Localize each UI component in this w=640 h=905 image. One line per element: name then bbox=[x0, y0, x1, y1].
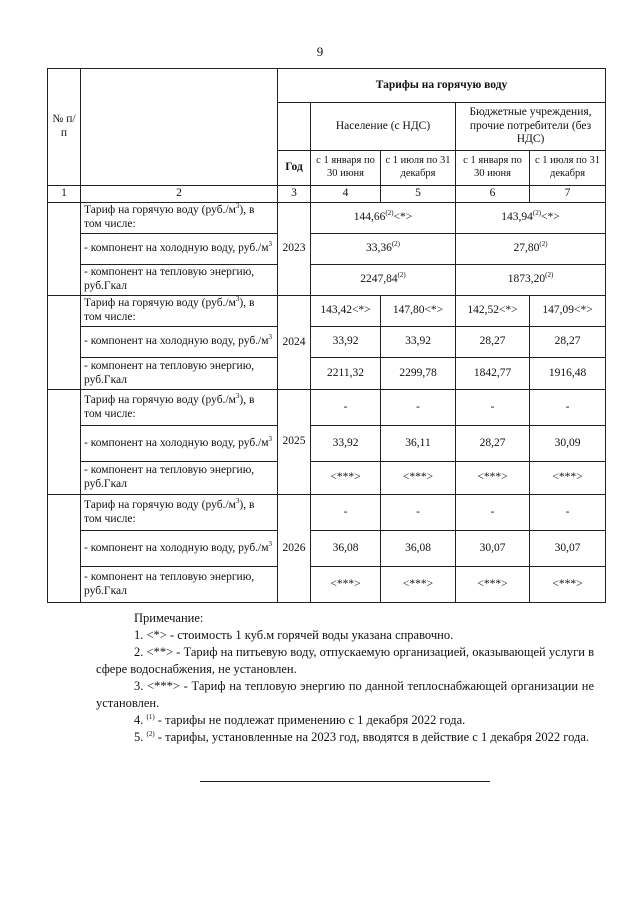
table-cell: 28,27 bbox=[456, 426, 530, 462]
table-cell: 2299,78 bbox=[381, 358, 456, 390]
note-2: 2. <**> - Тариф на питьевую воду, отпускаемую организацией, оказывающей услуги в сфере водоснабжения, не установлен. bbox=[96, 645, 594, 676]
table-cell: $144,66^{(2)}<*>$ bbox=[311, 203, 456, 234]
row-num-blank bbox=[48, 296, 81, 390]
table-cell: <***> bbox=[456, 567, 530, 603]
header-period-2: с 1 июля по 31 декабря bbox=[381, 151, 456, 186]
table-cell: 33,36$^{(2)}$ bbox=[311, 234, 456, 265]
header-period-1: с 1 января по 30 июня bbox=[311, 151, 381, 186]
note-3: 3. <***> - Тариф на тепловую энергию по данной теплоснабжающей организации не установлен. bbox=[96, 679, 594, 710]
table-cell: 147,09<*> bbox=[530, 296, 606, 327]
header-num: № п/п bbox=[48, 69, 81, 186]
row-num-blank bbox=[48, 390, 81, 495]
col-num-2: 2 bbox=[81, 186, 278, 203]
header-budget: Бюджетные учреждения, прочие потребители (без НДС) bbox=[456, 103, 606, 151]
table-cell: 27,80$^{(2)}$ bbox=[456, 234, 606, 265]
row-label-heat: - компонент на тепловую энергию, руб.Гкал bbox=[81, 265, 278, 296]
row-label-cold: - компонент на холодную воду, $руб./м^3$ bbox=[81, 234, 278, 265]
col-num-6: 6 bbox=[456, 186, 530, 203]
year-cell: 2024 bbox=[278, 296, 311, 390]
row-label-cold: - компонент на холодную воду, $руб./м^3$ bbox=[81, 531, 278, 567]
table-cell: - bbox=[381, 390, 456, 426]
table-cell: 142,52<*> bbox=[456, 296, 530, 327]
table-cell: <***> bbox=[456, 462, 530, 495]
table-cell: - bbox=[456, 495, 530, 531]
table-cell: <***> bbox=[311, 462, 381, 495]
notes-section bbox=[96, 610, 594, 746]
table-cell: - bbox=[530, 390, 606, 426]
table-cell: <***> bbox=[311, 567, 381, 603]
table-cell: <***> bbox=[381, 462, 456, 495]
row-label-heat: - компонент на тепловую энергию, руб.Гкал bbox=[81, 358, 278, 390]
col-num-4: 4 bbox=[311, 186, 381, 203]
notes-title: Примечание: bbox=[134, 611, 204, 625]
col-num-5: 5 bbox=[381, 186, 456, 203]
col-num-3: 3 bbox=[278, 186, 311, 203]
tariff-table bbox=[47, 68, 606, 603]
col-num-7: 7 bbox=[530, 186, 606, 203]
table-cell: 147,80<*> bbox=[381, 296, 456, 327]
row-num-blank bbox=[48, 203, 81, 296]
header-population: Население (с НДС) bbox=[311, 103, 456, 151]
row-label-tariff: Тариф на горячую воду $(руб./м^3)$, в том числе: bbox=[81, 390, 278, 426]
row-label-tariff: Тариф на горячую воду $(руб./м^3)$, в том числе: bbox=[81, 296, 278, 327]
table-cell: 1916,48 bbox=[530, 358, 606, 390]
row-label-cold: - компонент на холодную воду, $руб./м^3$ bbox=[81, 426, 278, 462]
table-cell: 36,11 bbox=[381, 426, 456, 462]
table-cell: 1873,20$^{(2)}$ bbox=[456, 265, 606, 296]
year-cell: 2026 bbox=[278, 495, 311, 603]
bottom-divider bbox=[200, 781, 490, 782]
table-cell: 36,08 bbox=[311, 531, 381, 567]
table-cell: $143,94^{(2)}<*>$ bbox=[456, 203, 606, 234]
table-cell: <***> bbox=[530, 462, 606, 495]
year-cell: 2023 bbox=[278, 203, 311, 296]
header-period-4: с 1 июля по 31 декабря bbox=[530, 151, 606, 186]
note-4: 4. $^{(1)}$ - тарифы не подлежат применению с 1 декабря 2022 года. bbox=[134, 712, 466, 727]
table-cell: 143,42<*> bbox=[311, 296, 381, 327]
table-cell: - bbox=[381, 495, 456, 531]
header-period-3: с 1 января по 30 июня bbox=[456, 151, 530, 186]
note-1: 1. <*> - стоимость 1 куб.м горячей воды указана справочно. bbox=[134, 628, 454, 642]
table-cell: - bbox=[456, 390, 530, 426]
table-cell: 2247,84$^{(2)}$ bbox=[311, 265, 456, 296]
header-year-blank bbox=[278, 103, 311, 151]
row-label-heat: - компонент на тепловую энергию, руб.Гкал bbox=[81, 567, 278, 603]
note-5: 5. $^{(2)}$ - тарифы, установленные на 2023 год, вводятся в действие с 1 декабря 2022 года. bbox=[134, 729, 590, 744]
table-cell: 33,92 bbox=[381, 327, 456, 358]
col-num-1: 1 bbox=[48, 186, 81, 203]
table-cell: 36,08 bbox=[381, 531, 456, 567]
row-label-cold: - компонент на холодную воду, $руб./м^3$ bbox=[81, 327, 278, 358]
table-cell: 2211,32 bbox=[311, 358, 381, 390]
table-cell: 33,92 bbox=[311, 426, 381, 462]
table-cell: 28,27 bbox=[530, 327, 606, 358]
row-num-blank bbox=[48, 495, 81, 603]
table-cell: 1842,77 bbox=[456, 358, 530, 390]
table-cell: - bbox=[311, 495, 381, 531]
header-year: Год bbox=[278, 151, 311, 186]
table-cell: <***> bbox=[381, 567, 456, 603]
table-cell: 30,07 bbox=[530, 531, 606, 567]
header-group: Тарифы на горячую воду bbox=[278, 69, 606, 103]
table-cell: - bbox=[311, 390, 381, 426]
table-cell: <***> bbox=[530, 567, 606, 603]
row-label-tariff: Тариф на горячую воду $(руб./м^3)$, в том числе: bbox=[81, 495, 278, 531]
table-cell: 33,92 bbox=[311, 327, 381, 358]
row-label-tariff: Тариф на горячую воду $(руб./м^3)$, в том числе: bbox=[81, 203, 278, 234]
table-cell: 30,09 bbox=[530, 426, 606, 462]
table-cell: - bbox=[530, 495, 606, 531]
header-blank bbox=[81, 69, 278, 186]
table-cell: 28,27 bbox=[456, 327, 530, 358]
year-cell: 2025 bbox=[278, 390, 311, 495]
table-cell: 30,07 bbox=[456, 531, 530, 567]
page-number: 9 bbox=[316, 44, 324, 59]
row-label-heat: - компонент на тепловую энергию, руб.Гкал bbox=[81, 462, 278, 495]
